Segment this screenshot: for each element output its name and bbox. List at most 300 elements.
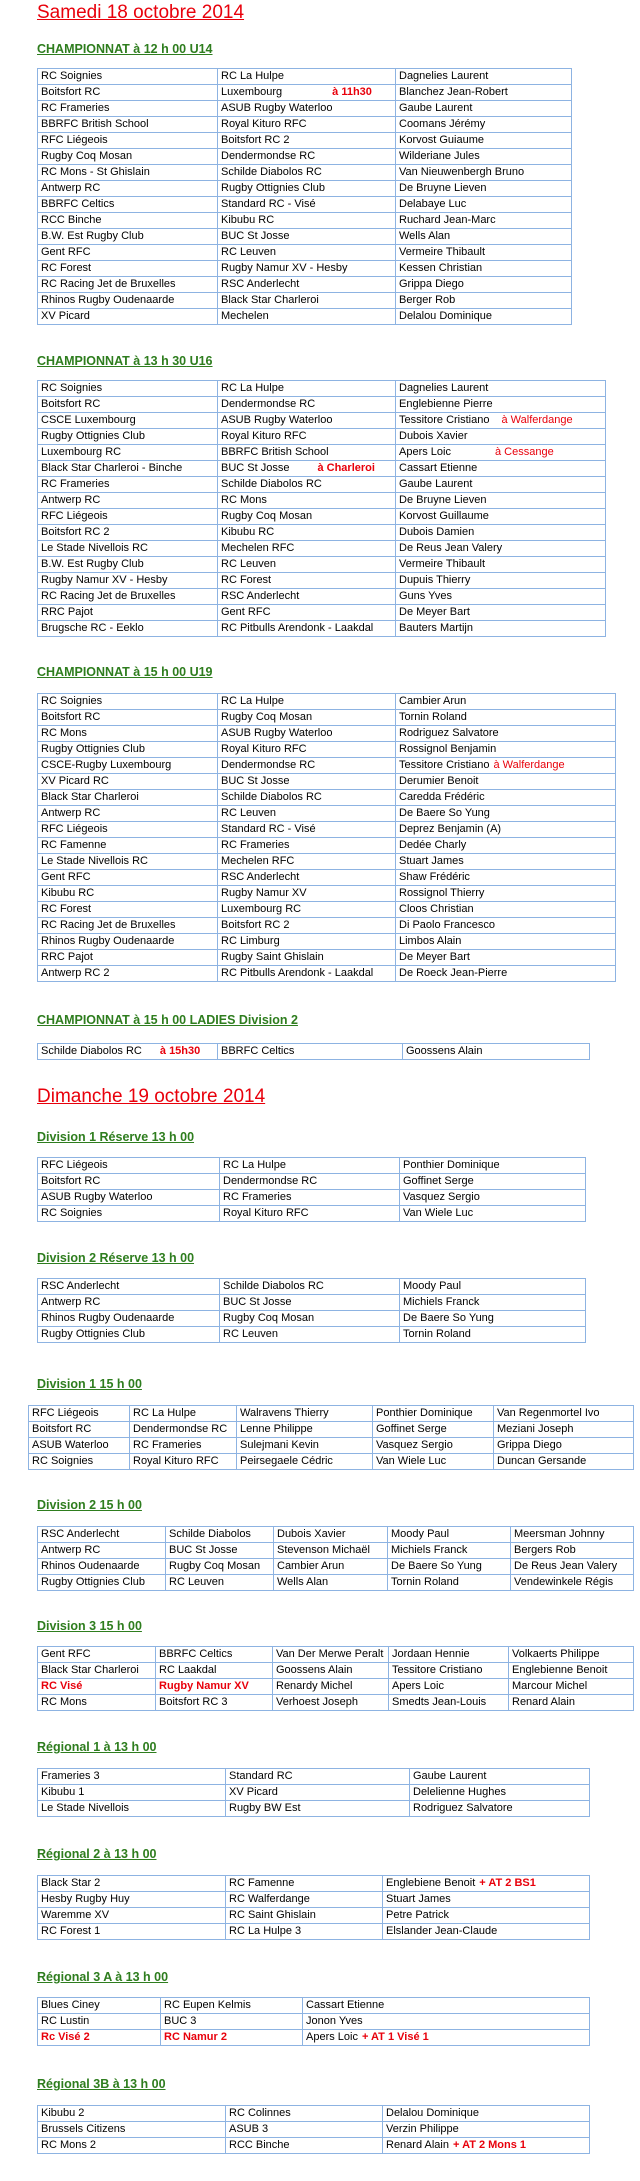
table-cell	[156, 1679, 273, 1695]
cell-text: RSC Anderlecht	[221, 278, 300, 290]
cell-text: ASUB 3	[229, 2123, 269, 2135]
cell-text: Van Wiele Luc	[403, 1207, 474, 1219]
table-cell	[38, 557, 218, 573]
cell-text: Dupuis Thierry	[399, 574, 471, 586]
cell-text: Wells Alan	[277, 1576, 329, 1588]
table-cell	[218, 181, 396, 197]
cell-text: Delalou Dominique	[399, 310, 492, 322]
table-cell	[389, 1663, 509, 1679]
cell-text: CSCE Luxembourg	[41, 414, 136, 426]
cell-text: RC Mons - St Ghislain	[41, 166, 150, 178]
table-cell	[166, 1543, 274, 1559]
table-row	[38, 309, 572, 325]
table-cell	[400, 1327, 586, 1343]
table-cell	[218, 293, 396, 309]
table-cell	[38, 1924, 226, 1940]
cell-text: Boitsfort RC	[41, 711, 101, 723]
cell-text: Englebiene Benoit	[386, 1877, 476, 1889]
cell-text: Mechelen RFC	[221, 855, 295, 867]
table-row	[38, 509, 606, 525]
table-row	[38, 85, 572, 101]
table-cell	[38, 1908, 226, 1924]
table-cell	[383, 2138, 590, 2154]
cell-text: Gent RFC	[221, 606, 271, 618]
cell-text: Elslander Jean-Claude	[386, 1925, 498, 1937]
table-row	[38, 245, 572, 261]
cell-text: Moody Paul	[391, 1528, 450, 1540]
cell-text: Korvost Guillaume	[399, 510, 489, 522]
table-cell	[218, 445, 396, 461]
cell-text: Royal Kituro RFC	[221, 430, 307, 442]
cell-text: Rugby Ottignies Club	[41, 743, 145, 755]
cell-text: RC Forest	[41, 903, 92, 915]
cell-text: Verzin Philippe	[386, 2123, 459, 2135]
cell-text: ASUB Waterloo	[32, 1439, 109, 1451]
table-row	[38, 1158, 586, 1174]
table-cell	[38, 573, 218, 589]
table-cell	[38, 397, 218, 413]
table-cell	[396, 477, 606, 493]
table-cell	[303, 1998, 590, 2014]
table-cell	[38, 2122, 226, 2138]
cell-text: BUC St Josse	[169, 1544, 238, 1556]
table-row	[38, 397, 606, 413]
cell-text: RC Mons	[41, 1696, 87, 1708]
table-cell	[396, 758, 616, 774]
cell-text: Boitsfort RC 2	[41, 526, 110, 538]
table-cell	[220, 1158, 400, 1174]
table-cell	[38, 245, 218, 261]
table-cell	[218, 381, 396, 397]
cell-text: RC Soignies	[41, 70, 103, 82]
table-d2-reserve	[37, 1278, 586, 1343]
cell-text: RC Lustin	[41, 2015, 90, 2027]
table-cell	[511, 1575, 634, 1591]
table-cell	[220, 1206, 400, 1222]
cell-text: Schilde Diabolos RC	[221, 166, 322, 178]
cell-text: Rugby Namur XV - Hesby	[41, 574, 168, 586]
table-row	[38, 381, 606, 397]
table-cell	[396, 902, 616, 918]
table-cell	[396, 589, 606, 605]
cell-text: De Bruyne Lieven	[399, 182, 487, 194]
cell-text: Renard Alain	[386, 2139, 449, 2151]
cell-text: Delelienne Hughes	[413, 1786, 506, 1798]
table-cell	[38, 229, 218, 245]
table-cell	[396, 69, 572, 85]
cell-text: Rugby Namur XV - Hesby	[221, 262, 348, 274]
table-cell	[38, 117, 218, 133]
cell-text: Delalou Dominique	[386, 2107, 479, 2119]
cell-text: Stevenson Michaël	[277, 1544, 370, 1556]
table-cell	[38, 710, 218, 726]
cell-text: Black Star Charleroi	[41, 1664, 139, 1676]
table-cell	[38, 1769, 226, 1785]
table-cell	[389, 1679, 509, 1695]
cell-text: Tornin Roland	[391, 1576, 459, 1588]
cell-text: Blanchez Jean-Robert	[399, 86, 508, 98]
table-row	[38, 1876, 590, 1892]
table-cell	[400, 1295, 586, 1311]
cell-text: Le Stade Nivellois	[41, 1802, 130, 1814]
cell-text: Antwerp RC	[41, 494, 101, 506]
table-cell	[156, 1647, 273, 1663]
table-row	[38, 1801, 590, 1817]
table-cell	[218, 918, 396, 934]
table-cell	[303, 2014, 590, 2030]
cell-text: Dubois Xavier	[399, 430, 468, 442]
table-cell	[303, 2030, 590, 2046]
table-cell	[218, 493, 396, 509]
table-d2-body	[38, 1527, 634, 1591]
cell-text: Rugby Ottignies Club	[41, 1576, 145, 1588]
table-cell	[396, 605, 606, 621]
cell-text: Mechelen	[221, 310, 269, 322]
cell-text: Dendermondse RC	[223, 1175, 318, 1187]
table-row	[38, 774, 616, 790]
table-cell	[38, 1892, 226, 1908]
table-cell	[38, 1295, 220, 1311]
table-cell	[396, 309, 572, 325]
cell-text: Berger Rob	[399, 294, 456, 306]
table-cell	[218, 245, 396, 261]
table-cell	[396, 525, 606, 541]
table-cell	[38, 822, 218, 838]
cell-text: RC Soignies	[41, 382, 103, 394]
day-title-sunday: Dimanche 19 octobre 2014	[37, 1086, 266, 1107]
cell-text: Smedts Jean-Louis	[392, 1696, 487, 1708]
table-cell	[396, 445, 606, 461]
cell-text: RC Leuven	[223, 1328, 279, 1340]
table-cell	[388, 1575, 511, 1591]
table-cell	[218, 710, 396, 726]
table-cell	[38, 309, 218, 325]
table-cell	[218, 477, 396, 493]
cell-text: RC Famenne	[229, 1877, 295, 1889]
table-u14-body	[38, 69, 572, 325]
table-cell	[38, 870, 218, 886]
cell-text: Michiels Franck	[403, 1296, 480, 1308]
heading-regional-3b: Régional 3B à 13 h 00	[37, 2077, 166, 2091]
cell-text: RSC Anderlecht	[221, 871, 300, 883]
cell-text: Renardy Michel	[276, 1680, 353, 1692]
cell-text: Kibubu 2	[41, 2107, 85, 2119]
table-row	[38, 1295, 586, 1311]
table-row	[38, 1279, 586, 1295]
table-cell	[156, 1695, 273, 1711]
table-cell	[38, 493, 218, 509]
cell-text: Rugby Namur XV	[221, 887, 307, 899]
cell-text: RC Frameries	[41, 478, 110, 490]
table-cell	[218, 838, 396, 854]
table-row	[38, 1892, 590, 1908]
table-cell	[396, 461, 606, 477]
table-cell	[494, 1438, 634, 1454]
table-cell	[220, 1279, 400, 1295]
table-row	[38, 557, 606, 573]
table-cell	[218, 429, 396, 445]
table-cell	[396, 493, 606, 509]
table-row	[38, 525, 606, 541]
table-ladies	[37, 1043, 590, 1060]
cell-text: Boitsfort RC 2	[221, 919, 290, 931]
cell-text: Dubois Damien	[399, 526, 475, 538]
cell-text: RSC Anderlecht	[221, 590, 300, 602]
table-cell	[38, 838, 218, 854]
cell-text: Shaw Frédéric	[399, 871, 470, 883]
cell-text: Luxembourg RC	[221, 903, 302, 915]
table-cell	[400, 1158, 586, 1174]
table-cell	[218, 758, 396, 774]
table-cell	[388, 1543, 511, 1559]
cell-text: RFC Liégeois	[32, 1407, 99, 1419]
table-row	[38, 1695, 634, 1711]
table-cell	[130, 1422, 237, 1438]
cell-text: Cloos Christian	[399, 903, 474, 915]
table-cell	[38, 445, 218, 461]
table-row	[38, 902, 616, 918]
table-u16	[37, 380, 606, 637]
cell-text: Grippa Diego	[399, 278, 464, 290]
table-cell	[38, 1575, 166, 1591]
table-cell	[383, 2122, 590, 2138]
cell-text: Brussels Citizens	[41, 2123, 126, 2135]
table-row	[38, 1527, 634, 1543]
cell-text: Rossignol Thierry	[399, 887, 485, 899]
cell-text: Caredda Frédéric	[399, 791, 485, 803]
table-cell	[383, 1908, 590, 1924]
cell-text: Boitsfort RC	[32, 1423, 92, 1435]
cell-text: Englebienne Benoit	[512, 1664, 608, 1676]
table-cell	[29, 1422, 130, 1438]
cell-text: Boitsfort RC 2	[221, 134, 290, 146]
table-cell	[396, 117, 572, 133]
table-row	[38, 461, 606, 477]
table-cell	[396, 806, 616, 822]
cell-text: Vasquez Sergio	[403, 1191, 480, 1203]
cell-text: RC Leuven	[169, 1576, 225, 1588]
cell-text: Dendermondse RC	[221, 150, 316, 162]
table-cell	[218, 774, 396, 790]
cell-text: XV Picard	[229, 1786, 278, 1798]
cell-text: RC Visé	[41, 1680, 83, 1692]
cell-text: RC Soignies	[41, 1207, 103, 1219]
cell-text: Royal Kituro RFC	[221, 118, 307, 130]
table-row	[38, 790, 616, 806]
table-row	[38, 445, 606, 461]
table-cell	[410, 1801, 590, 1817]
table-cell	[396, 774, 616, 790]
cell-text: Standard RC	[229, 1770, 293, 1782]
cell-text: RSC Anderlecht	[41, 1280, 120, 1292]
table-cell	[38, 1174, 220, 1190]
table-cell	[218, 950, 396, 966]
cell-text: RC Mons 2	[41, 2139, 97, 2151]
cell-text: Rugby Coq Mosan	[169, 1560, 261, 1572]
cell-text: Gaube Laurent	[399, 478, 473, 490]
table-cell	[396, 133, 572, 149]
table-cell	[218, 165, 396, 181]
table-row	[38, 117, 572, 133]
table-row	[38, 181, 572, 197]
table-row	[29, 1454, 634, 1470]
cell-text: BBRFC British School	[221, 446, 329, 458]
cell-text: Goossens Alain	[276, 1664, 353, 1676]
table-cell	[494, 1454, 634, 1470]
table-row	[38, 1174, 586, 1190]
table-cell	[400, 1190, 586, 1206]
table-cell	[388, 1559, 511, 1575]
table-cell	[38, 1044, 218, 1060]
table-cell	[396, 838, 616, 854]
table-row	[38, 1559, 634, 1575]
table-d1-body	[29, 1406, 634, 1470]
table-cell	[218, 85, 396, 101]
cell-text: Delabaye Luc	[399, 198, 467, 210]
cell-text: ASUB Rugby Waterloo	[221, 727, 333, 739]
table-cell	[226, 2138, 383, 2154]
table-row	[38, 277, 572, 293]
table-row	[29, 1438, 634, 1454]
table-regional-2-body	[38, 1876, 590, 1940]
cell-text: Rugby Ottignies Club	[41, 430, 145, 442]
cell-text: Cambier Arun	[277, 1560, 345, 1572]
cell-text: RC Eupen Kelmis	[164, 1999, 251, 2011]
table-cell	[396, 710, 616, 726]
cell-text: RC Colinnes	[229, 2107, 291, 2119]
cell-text: Moody Paul	[403, 1280, 462, 1292]
cell-text: CSCE-Rugby Luxembourg	[41, 759, 172, 771]
cell-text: RSC Anderlecht	[41, 1528, 120, 1540]
cell-text: Schilde Diabolos RC	[221, 791, 322, 803]
cell-text: Rugby Coq Mosan	[223, 1312, 315, 1324]
cell-text: RC Racing Jet de Bruxelles	[41, 278, 176, 290]
cell-text: Black Star Charleroi - Binche	[41, 462, 183, 474]
table-cell	[38, 1158, 220, 1174]
cell-text: RC Famenne	[41, 839, 107, 851]
table-row	[38, 1679, 634, 1695]
table-cell	[218, 694, 396, 710]
table-row	[38, 573, 606, 589]
table-cell	[403, 1044, 590, 1060]
table-cell	[237, 1406, 373, 1422]
cell-note: + AT 1 Visé 1	[361, 2031, 429, 2043]
cell-text: Tessitore Cristiano	[399, 414, 490, 426]
cell-text: Sulejmani Kevin	[240, 1439, 319, 1451]
table-cell	[226, 1785, 410, 1801]
table-row	[38, 838, 616, 854]
cell-text: B.W. Est Rugby Club	[41, 230, 144, 242]
table-cell	[218, 309, 396, 325]
time-note: à 15h30	[159, 1045, 201, 1057]
heading-u14-suffix: U14	[186, 42, 213, 56]
table-cell	[38, 854, 218, 870]
table-row	[29, 1422, 634, 1438]
table-cell	[218, 589, 396, 605]
cell-text: Marcour Michel	[512, 1680, 588, 1692]
table-cell	[218, 870, 396, 886]
cell-text: RRC Pajot	[41, 606, 93, 618]
cell-text: Coomans Jérémy	[399, 118, 486, 130]
table-cell	[38, 902, 218, 918]
table-cell	[383, 1924, 590, 1940]
cell-text: Di Paolo Francesco	[399, 919, 495, 931]
table-cell	[237, 1422, 373, 1438]
cell-text: Dubois Xavier	[277, 1528, 346, 1540]
cell-text: Van Regenmortel Ivo	[497, 1407, 600, 1419]
table-row	[38, 950, 616, 966]
cell-text: Vermeire Thibault	[399, 246, 486, 258]
table-regional-3a-body	[38, 1998, 590, 2046]
table-cell	[38, 1559, 166, 1575]
table-cell	[29, 1438, 130, 1454]
table-cell	[396, 165, 572, 181]
table-cell	[218, 261, 396, 277]
cell-text: De Reus Jean Valery	[399, 542, 503, 554]
table-row	[38, 293, 572, 309]
table-cell	[218, 605, 396, 621]
table-cell	[273, 1695, 389, 1711]
cell-text: Vermeire Thibault	[399, 558, 486, 570]
table-cell	[38, 213, 218, 229]
cell-text: Guns Yves	[399, 590, 452, 602]
table-cell	[218, 101, 396, 117]
table-row	[38, 1998, 590, 2014]
cell-text: Blues Ciney	[41, 1999, 100, 2011]
heading-u16-text: CHAMPIONNAT à 13 h 30	[37, 354, 187, 368]
cell-text: RRC Pajot	[41, 951, 93, 963]
table-row	[38, 429, 606, 445]
table-cell	[29, 1406, 130, 1422]
table-cell	[218, 934, 396, 950]
heading-u16-suffix: U16	[186, 354, 213, 368]
table-row	[38, 1663, 634, 1679]
table-cell	[396, 181, 572, 197]
cell-text: Apers Loic	[399, 446, 451, 458]
table-row	[38, 1311, 586, 1327]
table-cell	[373, 1438, 494, 1454]
table-cell	[218, 277, 396, 293]
table-cell	[218, 726, 396, 742]
cell-text: Bauters Martijn	[399, 622, 473, 634]
cell-text: Black Star Charleroi	[41, 791, 139, 803]
cell-text: Schilde Diabolos RC	[223, 1280, 324, 1292]
table-cell	[511, 1543, 634, 1559]
cell-text: RC Frameries	[133, 1439, 202, 1451]
table-row	[38, 101, 572, 117]
table-cell	[226, 1801, 410, 1817]
table-cell	[38, 886, 218, 902]
cell-text: RC Laakdal	[159, 1664, 217, 1676]
table-cell	[273, 1663, 389, 1679]
table-cell	[400, 1279, 586, 1295]
table-row	[38, 261, 572, 277]
table-row	[38, 694, 616, 710]
cell-text: Kibubu 1	[41, 1786, 85, 1798]
table-cell	[38, 1279, 220, 1295]
table-cell	[396, 509, 606, 525]
cell-text: Derumier Benoit	[399, 775, 479, 787]
cell-text: Meziani Joseph	[497, 1423, 574, 1435]
table-row	[38, 229, 572, 245]
table-cell	[226, 1876, 383, 1892]
table-row	[38, 806, 616, 822]
cell-text: Mechelen RFC	[221, 542, 295, 554]
cell-text: Rugby BW Est	[229, 1802, 301, 1814]
table-cell	[396, 149, 572, 165]
cell-text: XV Picard	[41, 310, 90, 322]
cell-text: Schilde Diabolos RC	[221, 478, 322, 490]
